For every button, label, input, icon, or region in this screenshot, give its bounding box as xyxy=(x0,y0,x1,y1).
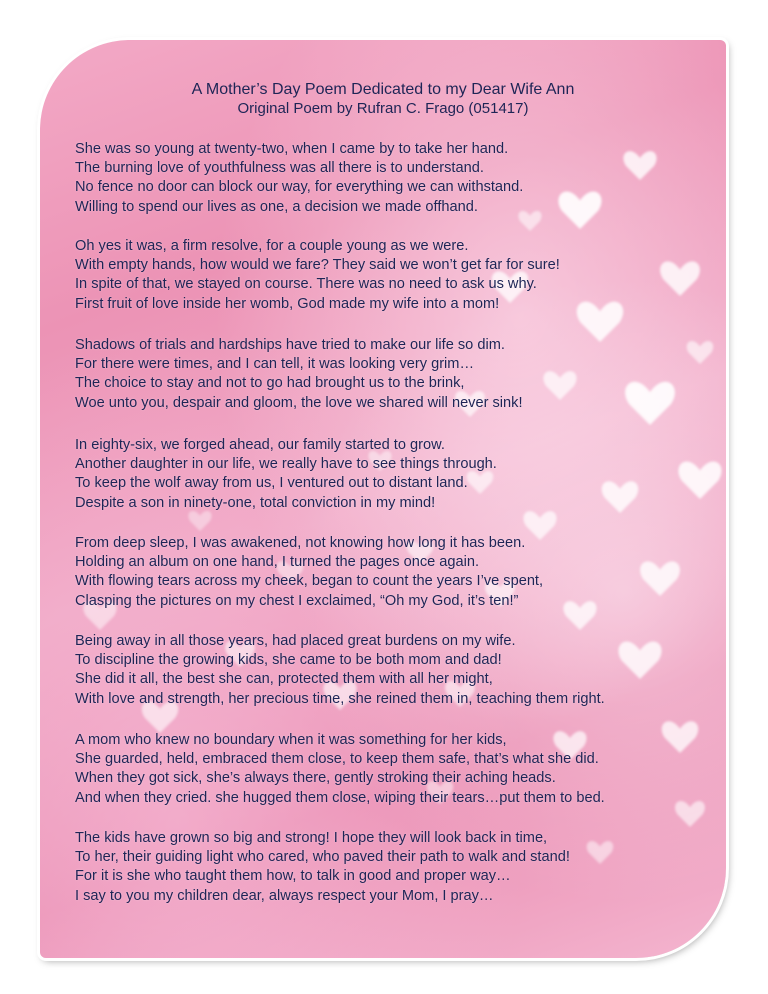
stanza-5 xyxy=(75,534,715,611)
poem-line: No fence no door can block our way, for everything we can withstand. xyxy=(75,179,524,196)
poem-line: For it is she who taught them how, to talk in good and proper way… xyxy=(75,868,511,885)
poem-line: A mom who knew no boundary when it was something for her kids, xyxy=(75,732,507,748)
poem-line: Another daughter in our life, we really have to see things through. xyxy=(75,456,497,473)
poem-title: A Mother’s Day Poem Dedicated to my Dear Wife Ann xyxy=(191,81,575,98)
poem-line: With love and strength, her precious time, she reined them in, teaching them right. xyxy=(75,690,605,707)
poem-line: Willing to spend our lives as one, a decision we made offhand. xyxy=(75,198,478,215)
poem-line: From deep sleep, I was awakened, not knowing how long it has been. xyxy=(75,535,526,551)
poem-line: She did it all, the best she can, protected them with all her might, xyxy=(75,671,493,688)
poem-line: She guarded, held, embraced them close, to keep them safe, that’s what she did. xyxy=(75,751,599,768)
stanza-6 xyxy=(75,632,715,709)
poem-line: Woe unto you, despair and gloom, the love we shared will never sink! xyxy=(75,394,523,411)
poem-line: And when they cried. she hugged them close, wiping their tears…put them to bed. xyxy=(75,789,605,806)
poem-line: For there were times, and I can tell, it was looking very grim… xyxy=(75,356,475,373)
poem-line: First fruit of love inside her womb, God made my wife into a mom! xyxy=(75,295,500,312)
poem-subtitle: Original Poem by Rufran C. Frago (051417) xyxy=(237,100,529,117)
poem-line: To discipline the growing kids, she came to be both mom and dad! xyxy=(75,652,502,669)
poem-line: The choice to stay and not to go had brought us to the brink, xyxy=(75,375,465,392)
poem-line: Being away in all those years, had placed great burdens on my wife. xyxy=(75,633,516,649)
poem-line: The burning love of youthfulness was all there is to understand. xyxy=(75,160,484,177)
poem-line: Despite a son in ninety-one, total conviction in my mind! xyxy=(75,494,436,511)
stanza-7 xyxy=(75,731,715,808)
poem-line: In eighty-six, we forged ahead, our family started to grow. xyxy=(75,437,445,453)
stanza-4 xyxy=(75,436,715,513)
poem-line: Shadows of trials and hardships have tried to make our life so dim. xyxy=(75,337,505,353)
poem-content xyxy=(40,40,726,958)
poem-line: With empty hands, how would we fare? They said we won’t get far for sure! xyxy=(75,257,560,274)
poem-line: To her, their guiding light who cared, who paved their path to walk and stand! xyxy=(75,849,570,866)
stanza-2 xyxy=(75,237,715,314)
poem-line: To keep the wolf away from us, I ventured out to distant land. xyxy=(75,475,468,492)
poem-line: She was so young at twenty-two, when I came by to take her hand. xyxy=(75,141,509,157)
poem-line: When they got sick, she’s always there, gently stroking their aching heads. xyxy=(75,770,556,787)
poem-line: Clasping the pictures on my chest I exclaimed, “Oh my God, it’s ten!” xyxy=(75,592,519,609)
poem-frame xyxy=(40,40,726,958)
stanza-3 xyxy=(75,336,715,413)
stanza-1 xyxy=(75,140,715,217)
stanza-8 xyxy=(75,829,715,906)
poem-line: In spite of that, we stayed on course. There was no need to ask us why. xyxy=(75,276,537,293)
poem-line: The kids have grown so big and strong! I hope they will look back in time, xyxy=(75,830,548,846)
poem-line: I say to you my children dear, always respect your Mom, I pray… xyxy=(75,887,494,904)
poem-line: Oh yes it was, a firm resolve, for a couple young as we were. xyxy=(75,238,469,254)
poem-line: With flowing tears across my cheek, began to count the years I’ve spent, xyxy=(75,573,544,590)
poem-line: Holding an album on one hand, I turned the pages once again. xyxy=(75,554,480,571)
